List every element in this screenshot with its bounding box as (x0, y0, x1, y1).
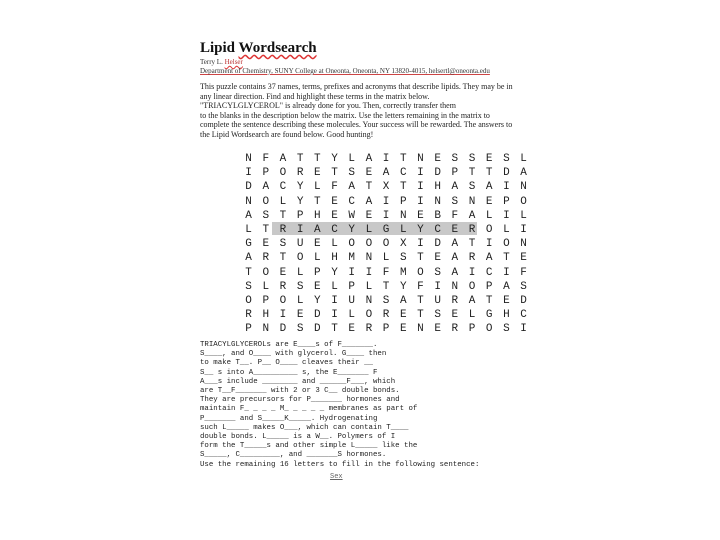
matrix-letter: O (417, 266, 424, 279)
matrix-letter: T (365, 181, 373, 194)
matrix-letter: Y (348, 223, 356, 236)
matrix-letter: F (520, 266, 527, 279)
matrix-letter: D (503, 167, 510, 180)
matrix-letter: R (279, 223, 287, 236)
matrix-letter: D (434, 238, 441, 251)
matrix-letter: U (434, 294, 441, 307)
matrix-letter: A (503, 280, 510, 293)
matrix-letter: S (434, 266, 441, 279)
matrix-letter: I (245, 167, 252, 180)
matrix-letter: R (262, 252, 270, 265)
clue-line: are T__F_______ with 2 or 3 C__ double bonds. (200, 387, 400, 396)
matrix-letter: I (485, 238, 493, 251)
matrix-letter: P (382, 323, 390, 336)
matrix-letter: A (245, 252, 252, 265)
matrix-letter: E (331, 209, 338, 222)
matrix-letter: O (296, 252, 304, 265)
matrix-letter: S (520, 280, 527, 293)
matrix-letter: M (348, 252, 356, 265)
matrix-letter: O (365, 238, 373, 251)
affiliation-link[interactable]: Department of Chemistry, SUNY College at Oneonta, Oneonta, NY 13820-4015, helsertl@oneonta.edu (200, 67, 490, 75)
intro-line: complete the sentence describing these molecules. Your success will be rewarded. The answers to (200, 120, 513, 130)
matrix-letter: I (382, 195, 390, 208)
matrix-letter: O (348, 238, 356, 251)
matrix-letter: P (485, 280, 493, 293)
matrix-letter: Y (399, 280, 407, 293)
matrix-letter: O (485, 223, 493, 236)
matrix-letter: T (417, 309, 424, 322)
matrix-letter: R (279, 280, 287, 293)
matrix-letter: N (245, 153, 252, 165)
matrix-letter: E (503, 294, 510, 307)
matrix-letter: E (434, 252, 441, 265)
matrix-letter: E (314, 280, 321, 293)
clue-line: S_____, C_________, and _______S hormones. (200, 451, 387, 460)
matrix-letter: P (262, 167, 270, 180)
matrix-letter: S (399, 252, 407, 265)
matrix-letter: F (382, 266, 390, 279)
matrix-letter: N (451, 280, 459, 293)
matrix-row (240, 266, 532, 280)
matrix-letter: T (314, 195, 321, 208)
matrix-letter: O (382, 238, 390, 251)
matrix-letter: Y (296, 181, 304, 194)
clue-line: to make T__. P__ O____ cleaves their __ (200, 359, 373, 368)
matrix-letter: S (468, 181, 476, 194)
matrix-letter: L (485, 209, 493, 222)
matrix-letter: P (245, 323, 252, 336)
matrix-letter: T (245, 266, 252, 279)
matrix-letter: N (520, 181, 527, 194)
matrix-letter: D (245, 181, 252, 194)
matrix-letter: C (520, 309, 527, 322)
matrix-row (240, 180, 532, 194)
matrix-letter: C (485, 266, 493, 279)
matrix-letter: S (503, 153, 510, 165)
matrix-letter: I (365, 266, 373, 279)
matrix-letter: R (245, 309, 252, 322)
matrix-letter: T (279, 252, 287, 265)
matrix-row (240, 294, 532, 308)
answer-word: Sex (330, 473, 343, 481)
matrix-letter: N (520, 238, 527, 251)
matrix-letter: A (314, 223, 321, 236)
matrix-letter: D (314, 309, 321, 322)
matrix-letter: F (417, 280, 424, 293)
matrix-letter: A (451, 266, 459, 279)
matrix-letter: R (451, 323, 459, 336)
matrix-letter: R (451, 294, 459, 307)
matrix-letter: L (399, 223, 407, 236)
author-name: Helser (224, 58, 243, 66)
matrix-letter: O (468, 280, 476, 293)
matrix-letter: A (485, 181, 493, 194)
title-word-1: Lipid (200, 40, 236, 56)
matrix-letter: T (468, 167, 476, 180)
matrix-letter: Y (314, 294, 321, 307)
matrix-letter: E (331, 195, 338, 208)
matrix-letter: E (451, 309, 459, 322)
matrix-letter: S (262, 209, 270, 222)
intro-paragraph (200, 82, 530, 140)
clue-line: They are precursors for P_______ hormones and (200, 396, 400, 405)
matrix-letter: N (365, 252, 373, 265)
matrix-letter: P (468, 323, 476, 336)
matrix-letter: S (468, 153, 476, 165)
matrix-letter: Y (417, 223, 424, 236)
matrix-letter: L (365, 280, 373, 293)
matrix-letter: O (365, 309, 373, 322)
matrix-letter: I (503, 181, 510, 194)
matrix-letter: I (417, 167, 424, 180)
matrix-letter: E (417, 209, 424, 222)
matrix-letter: E (348, 323, 356, 336)
clue-line: form the T_____s and other simple L_____ like the (200, 442, 418, 451)
intro-line: the Lipid Wordsearch are found below. Good hunting! (200, 129, 374, 139)
matrix-row (240, 251, 532, 265)
matrix-letter: I (417, 195, 424, 208)
matrix-letter: T (279, 209, 287, 222)
clue-line: P_______ and S_____K_____. Hydrogenating (200, 414, 378, 423)
matrix-letter: O (262, 266, 270, 279)
matrix-letter: G (245, 238, 252, 251)
matrix-letter: T (382, 280, 390, 293)
matrix-letter: O (245, 294, 252, 307)
matrix-letter: L (262, 280, 270, 293)
matrix-letter: A (279, 153, 287, 165)
matrix-letter: L (382, 252, 390, 265)
matrix-letter: S (245, 280, 252, 293)
matrix-letter: T (399, 153, 407, 165)
matrix-letter: F (331, 181, 338, 194)
matrix-letter: E (434, 323, 441, 336)
matrix-letter: U (296, 238, 304, 251)
matrix-letter: N (468, 195, 476, 208)
matrix-letter: X (382, 181, 390, 194)
clue-line: S__ s into A__________ s, the E_______ F (200, 368, 378, 377)
matrix-letter: I (417, 181, 424, 194)
matrix-letter: A (468, 209, 476, 222)
matrix-letter: I (503, 266, 510, 279)
matrix-letter: A (520, 167, 527, 180)
matrix-letter: H (434, 181, 441, 194)
clue-line: S____, and O____ with glycerol. G____ then (200, 350, 387, 359)
matrix-letter: T (262, 223, 270, 236)
matrix-letter: A (245, 209, 252, 222)
matrix-letter: T (468, 238, 476, 251)
matrix-letter: Y (331, 266, 338, 279)
matrix-letter: L (331, 238, 338, 251)
matrix-letter: T (485, 294, 493, 307)
matrix-letter: L (245, 223, 252, 236)
matrix-letter: N (365, 294, 373, 307)
matrix-letter: L (296, 266, 304, 279)
clue-paragraph (200, 341, 479, 470)
matrix-row (240, 308, 532, 322)
matrix-letter: L (314, 181, 321, 194)
matrix-row (240, 195, 532, 209)
matrix-letter: I (331, 309, 338, 322)
matrix-letter: T (296, 153, 304, 165)
matrix-letter: T (399, 181, 407, 194)
matrix-letter: E (314, 238, 321, 251)
matrix-letter: C (348, 195, 356, 208)
matrix-letter: U (348, 294, 356, 307)
matrix-letter: P (503, 195, 510, 208)
matrix-letter: I (520, 223, 527, 236)
matrix-letter: P (348, 280, 356, 293)
clue-line: such L_____ makes O___, which can contain T____ (200, 423, 409, 432)
matrix-letter: P (451, 167, 459, 180)
matrix-letter: D (520, 294, 527, 307)
matrix-letter: S (279, 238, 287, 251)
matrix-letter: N (262, 323, 270, 336)
matrix-letter: E (365, 167, 373, 180)
matrix-row (240, 152, 532, 166)
matrix-letter: T (417, 252, 424, 265)
matrix-letter: H (262, 309, 270, 322)
matrix-letter: A (451, 181, 459, 194)
matrix-letter: O (279, 167, 287, 180)
matrix-letter: S (503, 323, 510, 336)
matrix-letter: I (503, 209, 510, 222)
matrix-letter: R (296, 167, 304, 180)
matrix-letter: L (348, 153, 356, 165)
intro-line: any linear direction. Find and highlight these terms in the matrix below. (200, 91, 430, 101)
matrix-letter: O (520, 195, 527, 208)
matrix-letter: C (331, 223, 338, 236)
matrix-letter: I (468, 266, 476, 279)
matrix-letter: A (485, 252, 493, 265)
matrix-letter: T (331, 323, 338, 336)
matrix-letter: I (520, 323, 527, 336)
matrix-letter: A (451, 238, 459, 251)
matrix-letter: I (348, 266, 356, 279)
matrix-letter: N (399, 209, 407, 222)
matrix-letter: S (434, 309, 441, 322)
matrix-letter: B (434, 209, 441, 222)
matrix-letter: R (468, 223, 476, 236)
matrix-letter: E (485, 153, 493, 165)
matrix-letter: P (262, 294, 270, 307)
matrix-letter: I (296, 223, 304, 236)
matrix-letter: O (485, 323, 493, 336)
matrix-letter: R (468, 252, 476, 265)
matrix-letter: A (365, 195, 373, 208)
matrix-letter: P (399, 195, 407, 208)
matrix-letter: M (399, 266, 407, 279)
intro-line: This puzzle contains 37 names, terms, prefixes and acronyms that describe lipids. They may be in (200, 82, 513, 91)
matrix-letter: L (520, 153, 527, 165)
matrix-letter: N (434, 195, 441, 208)
matrix-letter: P (314, 266, 321, 279)
matrix-letter: A (468, 294, 476, 307)
matrix-letter: O (262, 195, 270, 208)
matrix-letter: T (485, 167, 493, 180)
matrix-letter: A (262, 181, 270, 194)
matrix-letter: H (331, 252, 338, 265)
matrix-letter: E (520, 252, 527, 265)
matrix-letter: N (245, 195, 252, 208)
matrix-letter: Y (331, 153, 338, 165)
matrix-letter: S (382, 294, 390, 307)
matrix-letter: I (382, 209, 390, 222)
matrix-letter: E (451, 223, 459, 236)
matrix-row (240, 237, 532, 251)
clue-line: maintain F_ _ _ _ M_ _ _ _ _ membranes as part of (200, 405, 418, 414)
matrix-letter: P (296, 209, 304, 222)
matrix-letter: L (503, 223, 510, 236)
author-prefix: Terry L. (200, 58, 223, 66)
word-matrix (240, 152, 532, 336)
matrix-row (240, 209, 532, 223)
matrix-letter: I (434, 280, 441, 293)
matrix-letter: L (348, 309, 356, 322)
matrix-letter: O (279, 294, 287, 307)
matrix-letter: A (382, 167, 390, 180)
author-line (200, 58, 243, 66)
matrix-row (240, 166, 532, 180)
matrix-letter: G (382, 223, 390, 236)
matrix-letter: E (434, 153, 441, 165)
matrix-letter: I (279, 309, 287, 322)
matrix-letter: C (279, 181, 287, 194)
document-title (200, 40, 317, 57)
matrix-letter: R (365, 323, 373, 336)
matrix-letter: Y (296, 195, 304, 208)
matrix-letter: L (296, 294, 304, 307)
matrix-letter: E (296, 309, 304, 322)
matrix-letter: X (399, 238, 407, 251)
matrix-letter: C (399, 167, 407, 180)
matrix-letter: C (434, 223, 441, 236)
matrix-letter: T (314, 153, 321, 165)
matrix-letter: I (382, 153, 390, 165)
matrix-letter: D (314, 323, 321, 336)
matrix-letter: F (262, 153, 270, 165)
matrix-letter: E (485, 195, 493, 208)
matrix-row (240, 280, 532, 294)
matrix-letter: L (468, 309, 476, 322)
matrix-letter: E (314, 167, 321, 180)
matrix-letter: A (451, 252, 459, 265)
matrix-letter: G (485, 309, 493, 322)
matrix-letter: T (417, 294, 424, 307)
clue-line: TRIACYLGLYCEROLs are E____s of F_______. (200, 341, 378, 349)
matrix-letter: T (503, 252, 510, 265)
matrix-letter: S (296, 323, 304, 336)
matrix-letter: A (365, 153, 373, 165)
matrix-letter: S (348, 167, 356, 180)
matrix-letter: N (417, 153, 424, 165)
matrix-row (240, 223, 532, 237)
clue-line: A___s include ________ and ______F___, which (200, 377, 396, 386)
matrix-letter: E (365, 209, 373, 222)
matrix-letter: S (296, 280, 304, 293)
matrix-letter: A (399, 294, 407, 307)
matrix-letter: O (503, 238, 510, 251)
matrix-row (240, 322, 532, 336)
matrix-letter: L (331, 280, 338, 293)
matrix-letter: H (314, 209, 321, 222)
matrix-letter: W (348, 209, 356, 222)
matrix-letter: E (279, 266, 287, 279)
matrix-letter: E (262, 238, 270, 251)
intro-line: "TRIACYLGLYCEROL" is already done for you. Then, correctly transfer them (200, 101, 456, 111)
title-word-2: Wordsearch (238, 40, 317, 56)
matrix-letter: L (365, 223, 373, 236)
matrix-letter: L (520, 209, 527, 222)
matrix-letter: R (382, 309, 390, 322)
matrix-letter: H (503, 309, 510, 322)
matrix-letter: E (399, 323, 407, 336)
matrix-letter: S (451, 195, 459, 208)
intro-line: to the blanks in the description below the matrix. Use the letters remaining in the matrix to (200, 110, 490, 120)
matrix-letter: I (331, 294, 338, 307)
clue-line: double bonds. L_____ is a W__. Polymers of I (200, 433, 396, 442)
matrix-letter: L (279, 195, 287, 208)
matrix-letter: N (417, 323, 424, 336)
clue-line: Use the remaining 16 letters to fill in the following sentence: (200, 460, 480, 469)
matrix-letter: D (434, 167, 441, 180)
matrix-letter: F (451, 209, 459, 222)
matrix-letter: I (417, 238, 424, 251)
matrix-letter: A (348, 181, 356, 194)
matrix-letter: T (331, 167, 338, 180)
matrix-letter: E (399, 309, 407, 322)
matrix-letter: L (314, 252, 321, 265)
matrix-letter: S (451, 153, 459, 165)
matrix-letter: D (279, 323, 287, 336)
